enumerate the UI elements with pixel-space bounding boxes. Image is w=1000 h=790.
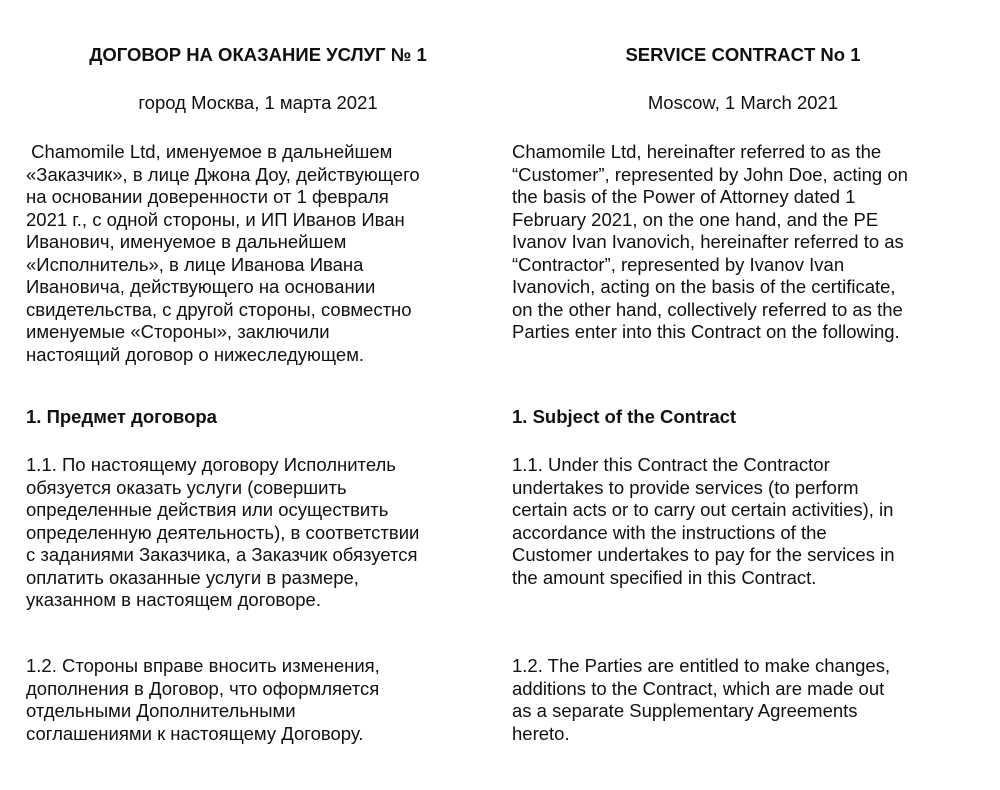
ru-city-date: город Москва, 1 марта 2021 bbox=[138, 92, 378, 113]
en-contract-title: SERVICE CONTRACT No 1 bbox=[625, 44, 861, 65]
en-clause-1-1: 1.1. Under this Contract the Contractor undertakes to provide services (to perform certain acts or to carry out certain activities), in accordance with the instructions of the Customer undertakes to pay for the services in the amount specified in this Contract. bbox=[512, 454, 895, 588]
ru-contract-title: ДОГОВОР НА ОКАЗАНИЕ УСЛУГ № 1 bbox=[89, 44, 427, 65]
en-city-date: Moscow, 1 March 2021 bbox=[647, 92, 839, 113]
en-clause-1-2: 1.2. The Parties are entitled to make changes, additions to the Contract, which are made out as a separate Supplementary Agreements hereto. bbox=[512, 655, 891, 744]
en-section-1-heading: 1. Subject of the Contract bbox=[512, 406, 737, 427]
ru-section-1-heading: 1. Предмет договора bbox=[26, 406, 217, 427]
ru-clause-1-2: 1.2. Стороны вправе вносить изменения, дополнения в Договор, что оформляется отдельными Дополнительными соглашениями к настоящему Договору. bbox=[26, 655, 380, 744]
ru-clause-1-1: 1.1. По настоящему договору Исполнитель обязуется оказать услуги (совершить определенные действия или осуществить определенную деятельность), в соответствии с заданиями Заказчика, а Заказчик обязуется оплатить оказанные услуги в размере, указанном в настоящем договоре. bbox=[26, 454, 420, 610]
en-intro-paragraph: Chamomile Ltd, hereinafter referred to as the “Customer”, represented by John Doe, acting on the basis of the Power of Attorney dated 1 February 2021, on the one hand, and the PE Ivanov Ivan Ivanovich, hereinafter referred to as “Contractor”, represented by Ivanov Ivan Ivanovich, acting on the basis of the certificate, on the other hand, collectively referred to as the Parties enter into this Contract on the following. bbox=[512, 141, 908, 342]
ru-intro-paragraph: Chamomile Ltd, именуемое в дальнейшем «Заказчик», в лице Джона Доу, действующего на основании доверенности от 1 февраля 2021 г., с одной стороны, и ИП Иванов Иван Иванович, именуемое в дальнейшем «Исполнитель», в лице Иванова Ивана Ивановича, действующего на основании свидетельства, с другой стороны, совместно именуемые «Стороны», заключили настоящий договор о нижеследующем. bbox=[26, 141, 420, 365]
